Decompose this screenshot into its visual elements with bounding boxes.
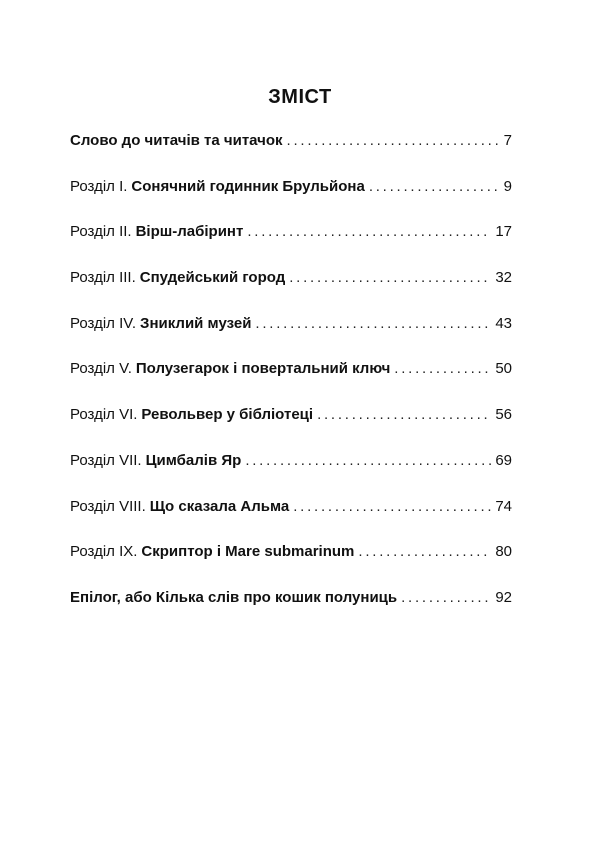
- toc-entry-title: Полузегарок і повертальний ключ: [135, 360, 391, 378]
- toc-entry-chapter-9: [70, 541, 512, 587]
- toc-entry-chapter-4: [70, 313, 512, 359]
- toc-entry-page: 74: [495, 497, 512, 515]
- toc-entry-page: 80: [495, 543, 512, 561]
- dot-leader: [317, 404, 491, 426]
- toc-entry-chapter-2: [70, 221, 512, 267]
- toc-entry-prefix: Розділ V.: [70, 360, 132, 378]
- toc-entry-chapter-5: [70, 358, 512, 404]
- dot-leader: [358, 541, 491, 563]
- dot-leader: [289, 267, 491, 289]
- toc-entry-prefix: Розділ ІІ.: [70, 223, 132, 241]
- toc-entry-foreword: [70, 130, 512, 176]
- dot-leader: [401, 587, 491, 609]
- toc-entry-page: 69: [495, 451, 512, 469]
- toc-entry-page: 92: [495, 588, 512, 606]
- dot-leader: [394, 358, 491, 380]
- toc-entry-page: 56: [495, 406, 512, 424]
- toc-entry-page: 9: [503, 177, 512, 195]
- toc-entry-chapter-1: [70, 176, 512, 222]
- toc-entry-epilogue: [70, 587, 512, 633]
- toc-entry-prefix: Розділ ІХ.: [70, 543, 138, 561]
- table-of-contents: [70, 130, 512, 633]
- toc-entry-title: Що сказала Альма: [149, 497, 290, 515]
- toc-entry-title: Вірш-лабіринт: [135, 223, 244, 241]
- toc-entry-chapter-7: [70, 450, 512, 496]
- dot-leader: [247, 221, 491, 243]
- dot-leader: [369, 176, 500, 198]
- toc-entry-page: 50: [495, 360, 512, 378]
- dot-leader: [245, 450, 491, 472]
- toc-entry-page: 7: [503, 132, 512, 149]
- toc-entry-page: 17: [495, 223, 512, 241]
- toc-entry-prefix: Розділ ІІІ.: [70, 269, 136, 287]
- toc-entry-title: Цимбалів Яр: [145, 451, 242, 469]
- toc-entry-chapter-3: [70, 267, 512, 313]
- toc-entry-prefix: Розділ ІV.: [70, 314, 137, 332]
- toc-entry-page: 32: [495, 269, 512, 287]
- toc-entry-title: Скриптор і Mare submarinum: [141, 543, 355, 561]
- dot-leader: [293, 496, 491, 518]
- toc-entry-title: Епілог, або Кілька слів про кошик полуниць: [70, 588, 398, 606]
- toc-entry-prefix: Розділ VІІ.: [70, 451, 142, 469]
- toc-entry-prefix: Розділ І.: [70, 177, 128, 195]
- dot-leader: [255, 313, 491, 335]
- toc-entry-title: Сонячний годинник Брульйона: [131, 177, 365, 195]
- toc-entry-prefix: Розділ VІІІ.: [70, 497, 146, 515]
- toc-entry-prefix: Розділ VІ.: [70, 406, 138, 424]
- toc-entry-title: Зниклий музей: [140, 314, 252, 332]
- dot-leader: [287, 130, 500, 152]
- toc-entry-title: Револьвер у бібліотеці: [141, 406, 314, 424]
- toc-entry-page: 43: [495, 314, 512, 332]
- toc-entry-title: Слово до читачів та читачок: [70, 132, 283, 149]
- toc-entry-title: Спудейський город: [139, 269, 286, 287]
- toc-entry-chapter-8: [70, 496, 512, 542]
- page-title: ЗМІСТ: [268, 86, 332, 108]
- toc-entry-chapter-6: [70, 404, 512, 450]
